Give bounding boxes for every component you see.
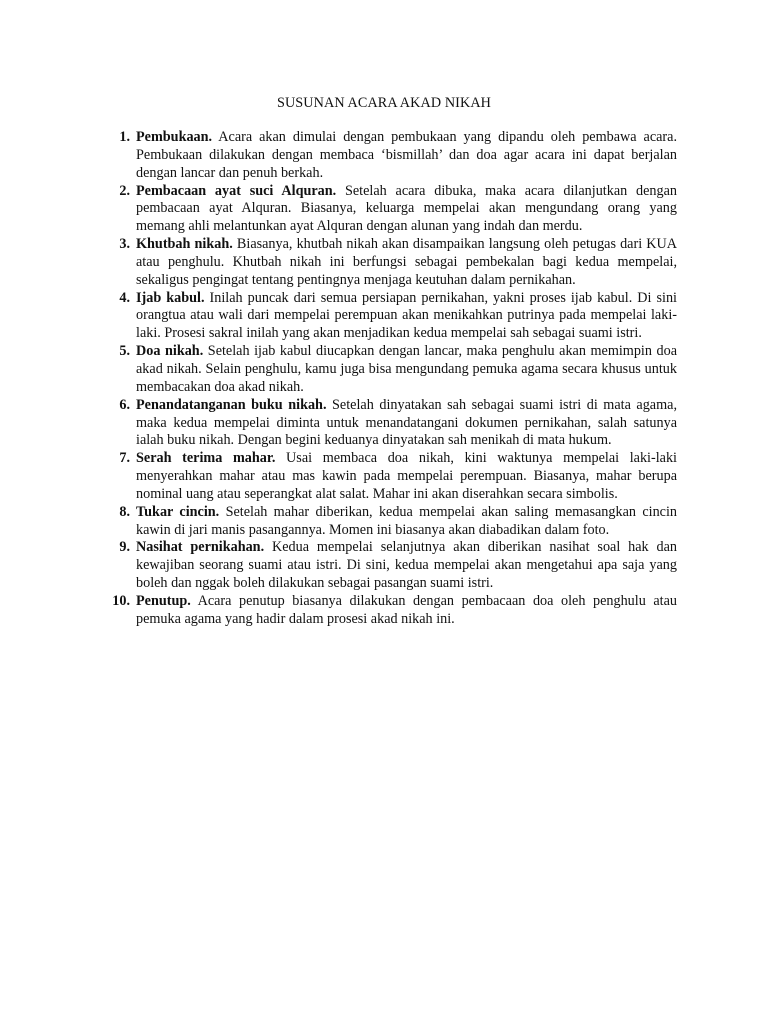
item-body: Acara akan dimulai dengan pembukaan yang dipandu oleh pembawa acara. Pembukaan dilakukan dengan membaca ‘bismillah’ dan doa agar acara ini dapat berjalan dengan lancar dan penuh berkah. <box>136 129 677 181</box>
item-heading: Pembukaan. <box>136 129 213 145</box>
item-number: 1. <box>119 129 130 145</box>
item-heading: Serah terima mahar. <box>136 450 276 467</box>
item-body: Setelah mahar diberikan, kedua mempelai akan saling memasangkan cincin kawin di jari manis pasangannya. Momen ini biasanya akan diabadikan dalam foto. <box>136 503 677 538</box>
list-item <box>107 504 677 540</box>
list-item <box>107 343 677 397</box>
item-heading: Ijab kabul. <box>136 289 205 306</box>
item-number: 10. <box>112 592 130 609</box>
list-item <box>107 183 677 237</box>
item-body: Biasanya, khutbah nikah akan disampaikan langsung oleh petugas dari KUA atau penghulu. Khutbah nikah ini berfungsi sebagai pembekalan bagi kedua mempelai, sekaligus pengingat tentang pentingnya menjaga keutuhan dalam pernikahan. <box>136 236 678 288</box>
item-number: 8. <box>119 503 130 520</box>
item-body: Inilah puncak dari semua persiapan pernikahan, yakni proses ijab kabul. Di sini orangtua atau wali dari mempelai perempuan akan menikahkan putrinya pada mempelai laki-laki. Prosesi sakral inilah yang akan menjadikan kedua mempelai sah sebagai suami istri. <box>136 289 677 342</box>
item-number: 4. <box>119 289 130 306</box>
item-number: 2. <box>119 182 130 199</box>
item-number: 6. <box>119 396 130 413</box>
list-item <box>107 539 677 593</box>
item-heading: Khutbah nikah. <box>136 236 233 253</box>
item-heading: Penandatanganan buku nikah. <box>136 396 327 413</box>
item-number: 9. <box>119 539 130 556</box>
list-item <box>107 236 677 290</box>
list-item <box>107 593 677 629</box>
list-item <box>107 129 677 183</box>
item-heading: Doa nikah. <box>136 343 204 360</box>
item-body: Usai membaca doa nikah, kini waktunya mempelai laki-laki menyerahkan mahar atau mas kawin pada mempelai perempuan. Biasanya, mahar berupa nominal uang atau seperangkat alat salat. Mahar ini akan diserahkan secara simbolis. <box>136 450 677 502</box>
item-body: Setelah acara dibuka, maka acara dilanjutkan dengan pembacaan ayat Alquran. Biasanya, keluarga mempelai akan mengundang orang yang memang ahli melantunkan ayat Alquran dengan alunan yang indah dan merdu. <box>136 182 677 235</box>
item-heading: Tukar cincin. <box>136 503 220 520</box>
item-heading: Nasihat pernikahan. <box>136 539 265 556</box>
item-number: 3. <box>119 236 130 253</box>
list-item <box>107 397 677 451</box>
item-number: 7. <box>119 450 130 467</box>
list-item <box>107 290 677 344</box>
item-body: Setelah ijab kabul diucapkan dengan lancar, maka penghulu akan memimpin doa akad nikah. Selain penghulu, kamu juga bisa mengundang pemuka agama secara khusus untuk membacakan doa akad nikah. <box>136 343 677 395</box>
item-number: 5. <box>119 343 130 360</box>
agenda-list <box>107 129 677 629</box>
item-body: Kedua mempelai selanjutnya akan diberikan nasihat soal hak dan kewajiban seorang suami atau istri. Di sini, kedua mempelai akan mengetahui apa saja yang boleh dan nggak boleh dilakukan sebagai pasangan suami istri. <box>136 539 678 592</box>
list-item <box>107 450 677 504</box>
item-body: Setelah dinyatakan sah sebagai suami istri di mata agama, maka kedua mempelai diminta untuk menandatangani dokumen pernikahan, salah satunya ialah buku nikah. Dengan begini keduanya dinyatakan sah menikah di mata hukum. <box>136 396 677 449</box>
document-title: SUSUNAN ACARA AKAD NIKAH <box>276 95 492 111</box>
item-body: Acara penutup biasanya dilakukan dengan pembacaan doa oleh penghulu atau pemuka agama yang hadir dalam prosesi akad nikah ini. <box>136 592 677 627</box>
item-heading: Pembacaan ayat suci Alquran. <box>136 182 337 199</box>
item-heading: Penutup. <box>136 592 191 609</box>
